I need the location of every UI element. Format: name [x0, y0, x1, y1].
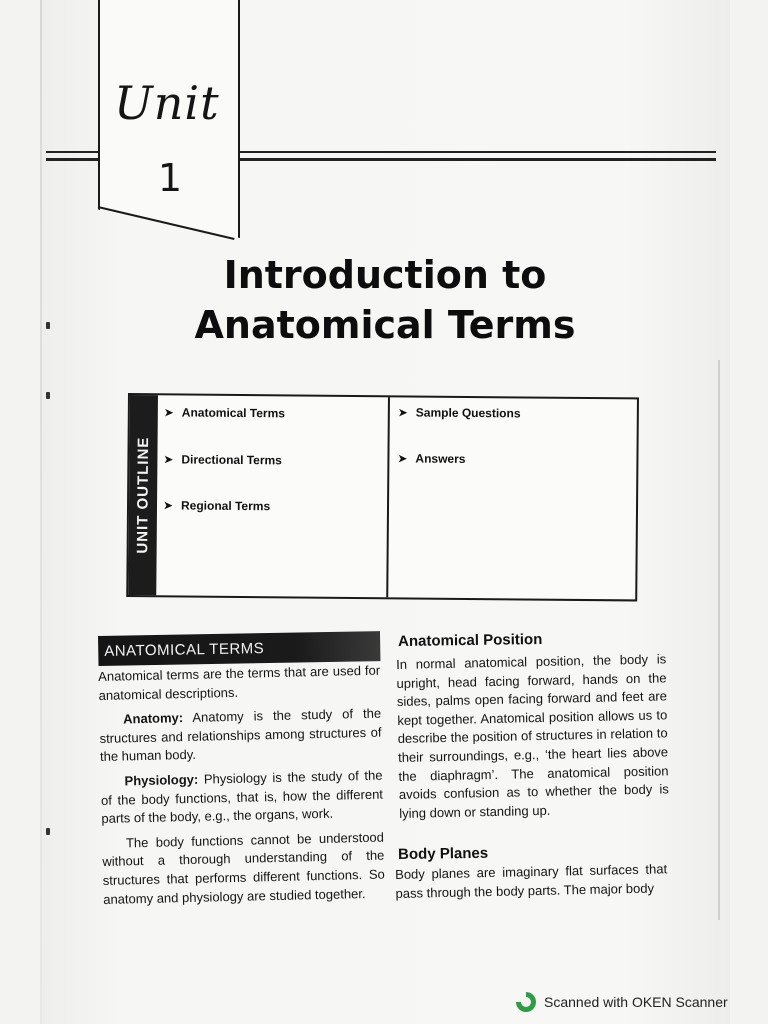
- unit-outline-sidebar: [128, 395, 158, 595]
- section-heading: ANATOMICAL TERMS: [104, 640, 265, 660]
- outline-divider: [386, 397, 390, 597]
- anatomical-position-heading: Anatomical Position: [398, 630, 543, 650]
- closing-paragraph: The body functions cannot be understood without a thorough understanding of the structures that performs different functions. So anatomy and physiology are studied together.: [102, 829, 385, 907]
- arrow-bullet-icon: ➤: [397, 405, 408, 420]
- unit-label: Unit: [114, 76, 220, 130]
- title-line-2: Anatomical Terms: [194, 303, 576, 347]
- header-faint-band: [256, 114, 636, 148]
- arrow-bullet-icon: ➤: [163, 405, 174, 420]
- scanner-logo-icon: [516, 992, 536, 1012]
- body-planes-text: Body planes are imaginary flat surfaces that pass through the body parts. The major body: [395, 861, 668, 901]
- physiology-term: Physiology:: [124, 771, 199, 789]
- scanner-watermark: [516, 989, 766, 1015]
- outline-item-sample-questions: ➤ Sample Questions: [397, 405, 521, 421]
- physiology-paragraph: Physiology: Physiology is the study of the of the body functions, that is, how the different parts of the body, e.g., the organs, work.: [100, 767, 384, 827]
- body-planes-heading: Body Planes: [398, 844, 489, 863]
- margin-mark: [46, 392, 50, 399]
- scanner-watermark-text: Scanned with OKEN Scanner: [544, 994, 728, 1010]
- arrow-bullet-icon: ➤: [163, 452, 174, 467]
- outline-item-directional-terms: ➤ Directional Terms: [163, 452, 282, 468]
- left-column: [98, 662, 385, 909]
- unit-outline-label: UNIT OUTLINE: [134, 436, 153, 554]
- margin-mark: [46, 828, 50, 835]
- scan-right-edge: [718, 360, 720, 920]
- section-heading-banner: [98, 631, 380, 666]
- anatomical-position-text: In normal anatomical position, the body is upright, head facing forward, hands on the sides, palms open facing forward and feet are kept together. Anatomical position allows us to describe the position of structures in relation to their surroundings, e.g., ‘the heart lies above the diaphragm’. The anatomical position avoids confusion as to whether the body is lying down or standing up.: [396, 651, 670, 821]
- unit-outline-box: [126, 393, 639, 601]
- title-line-1: Introduction to: [223, 253, 547, 297]
- anatomy-term: Anatomy:: [122, 710, 184, 727]
- outline-item-answers: ➤ Answers: [397, 451, 466, 466]
- scan-left-edge: [40, 0, 42, 1024]
- outline-item-anatomical-terms: ➤ Anatomical Terms: [163, 405, 286, 421]
- intro-paragraph: Anatomical terms are the terms that are used for anatomical descriptions.: [98, 662, 381, 703]
- arrow-bullet-icon: ➤: [397, 451, 408, 466]
- anatomy-paragraph: Anatomy: Anatomy is the study of the structures and relationships among structures of the human body.: [99, 705, 382, 765]
- unit-number: 1: [157, 156, 183, 200]
- margin-mark: [46, 322, 50, 329]
- page-title: [160, 250, 610, 350]
- outline-item-regional-terms: ➤ Regional Terms: [162, 498, 271, 514]
- arrow-bullet-icon: ➤: [162, 498, 174, 513]
